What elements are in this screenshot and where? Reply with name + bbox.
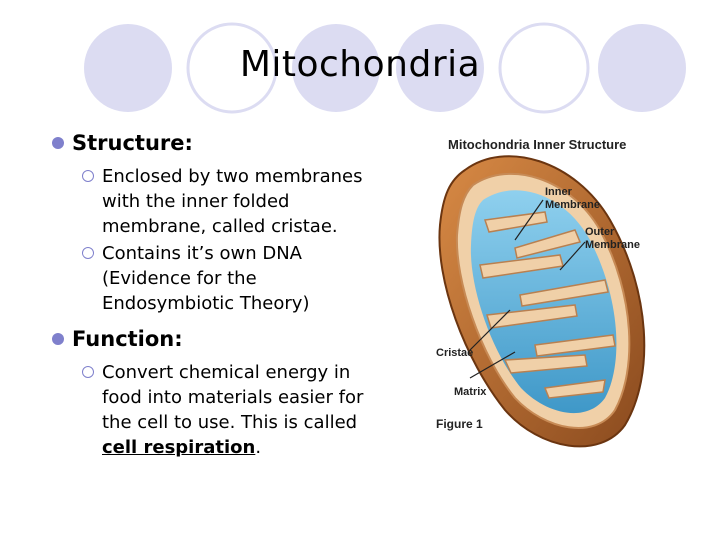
label-cristae: Cristae bbox=[436, 347, 474, 359]
function-item-1 bbox=[52, 360, 382, 460]
hollow-bullet-icon bbox=[82, 366, 94, 378]
function-item-suffix: . bbox=[255, 437, 262, 458]
mitochondria-diagram bbox=[425, 130, 665, 450]
bullet-function bbox=[52, 324, 382, 354]
function-heading: Function: bbox=[72, 327, 183, 351]
label-matrix: Matrix bbox=[454, 386, 487, 398]
bullet-list bbox=[52, 128, 382, 460]
label-inner-membrane: Inner Membrane bbox=[545, 186, 601, 211]
structure-item-2-text: Contains it’s own DNA (Evidence for the Endosymbiotic Theory) bbox=[102, 243, 310, 314]
structure-item-2 bbox=[52, 241, 382, 316]
figure-caption: Figure 1 bbox=[436, 417, 483, 431]
structure-heading: Structure: bbox=[72, 131, 193, 155]
function-item-prefix: Convert chemical energy in food into materials easier for the cell to use. This is called bbox=[102, 362, 364, 433]
structure-item-1-text: Enclosed by two membranes with the inner folded membrane, called cristae. bbox=[102, 166, 363, 237]
bullet-dot-icon bbox=[52, 137, 64, 149]
slide-title: Mitochondria bbox=[239, 44, 481, 85]
bullet-dot-icon bbox=[52, 333, 64, 345]
figure-title: Mitochondria Inner Structure bbox=[448, 137, 627, 152]
hollow-bullet-icon bbox=[82, 247, 94, 259]
label-outer-membrane: Outer Membrane bbox=[585, 226, 641, 251]
structure-item-1 bbox=[52, 164, 382, 239]
bullet-structure bbox=[52, 128, 382, 158]
hollow-bullet-icon bbox=[82, 170, 94, 182]
cell-respiration-term: cell respiration bbox=[102, 437, 256, 458]
